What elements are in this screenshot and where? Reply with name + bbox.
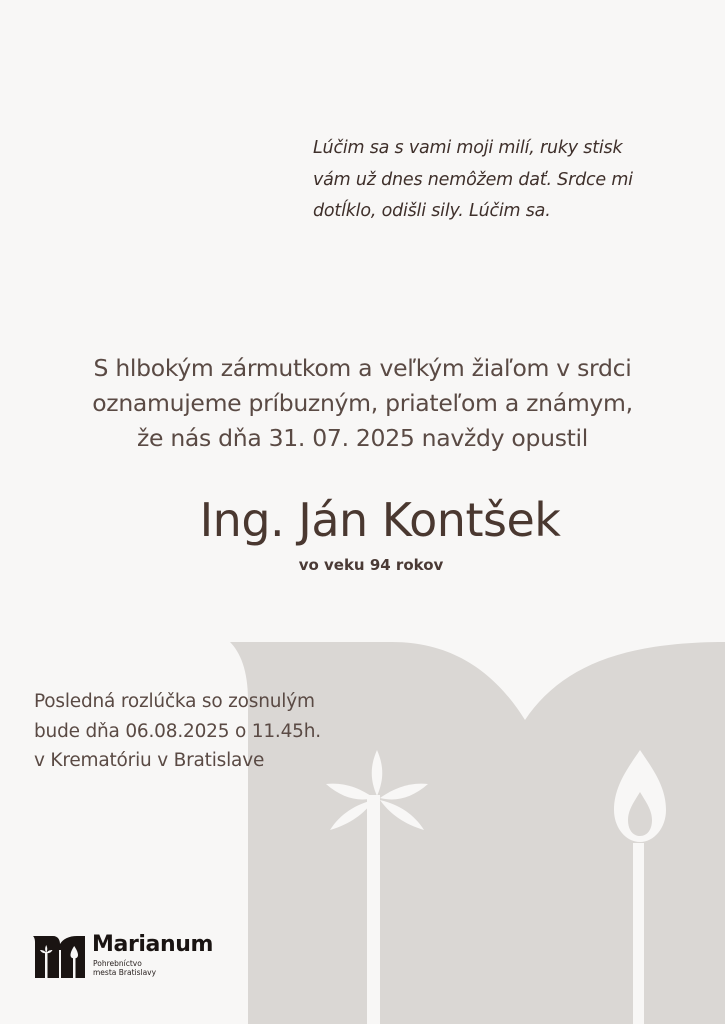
logo-subtitle-line: Pohrebníctvo (93, 959, 142, 968)
funeral-line: v Krematóriu v Bratislave (34, 750, 265, 771)
poem-line: Lúčim sa s vami moji milí, ruky stisk (313, 138, 623, 158)
deceased-name: Ing. Ján Kontšek (199, 493, 561, 547)
announcement-line: S hlbokým zármutkom a veľkým žiaľom v srdci (93, 354, 632, 382)
poem-line: dotĺklo, odišli sily. Lúčim sa. (313, 201, 551, 221)
death-announcement (0, 351, 725, 456)
announcement-line: že nás dňa 31. 07. 2025 navždy opustil (136, 424, 589, 452)
marianum-logo-icon (33, 936, 85, 978)
candle-icon (612, 748, 668, 846)
logo-subtitle-line: mesta Bratislavy (93, 968, 157, 977)
announcement-line: oznamujeme príbuzným, priateľom a známym, (92, 389, 633, 417)
funeral-line: bude dňa 06.08.2025 o 11.45h. (34, 720, 321, 742)
logo-subtitle (93, 959, 193, 977)
farewell-poem (313, 133, 643, 228)
marianum-logo (33, 932, 233, 984)
poem-line: vám už dnes nemôžem dať. Srdce mi (313, 169, 633, 190)
deceased-age: vo veku 94 rokov (298, 556, 444, 574)
logo-name: Marianum (92, 932, 214, 957)
funeral-line: Posledná rozlúčka so zosnulým (34, 691, 315, 712)
funeral-details (34, 687, 364, 776)
